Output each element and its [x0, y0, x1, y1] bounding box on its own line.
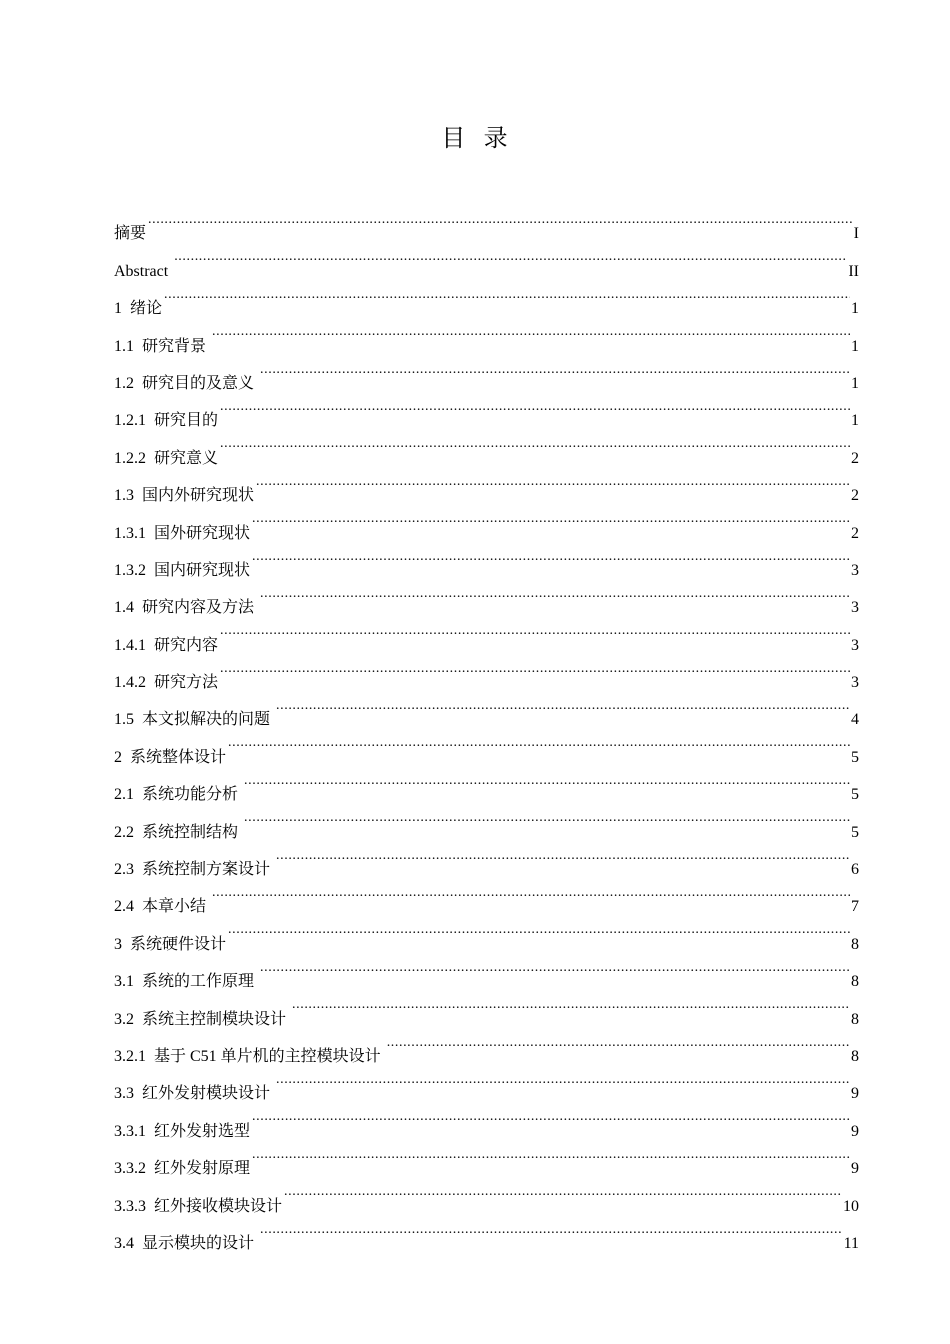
toc-entry[interactable] — [114, 425, 859, 467]
toc-entry-label: 1.2 研究目的及意义 — [114, 374, 259, 392]
toc-dot-leader — [276, 1061, 850, 1098]
toc-entry-page-number: 5 — [851, 823, 859, 841]
toc-entry-label: 2.2 系统控制结构 — [114, 823, 243, 841]
toc-entry-page-number: 11 — [843, 1234, 859, 1252]
toc-entry-page-number: 1 — [851, 412, 859, 430]
toc-entry-label: 2.4 本章小结 — [114, 898, 211, 916]
toc-entry-page-number: 2 — [851, 524, 859, 542]
toc-entry-label: 1.3.2 国内研究现状 — [114, 561, 251, 579]
toc-entry-page-number: 3 — [851, 599, 859, 617]
toc-entry-label: Abstract — [114, 262, 173, 280]
toc-entry-page-number: 10 — [843, 1197, 859, 1215]
toc-entry-page-number: 2 — [851, 449, 859, 467]
toc-dot-leader — [260, 1211, 843, 1248]
toc-entry-page-number: 2 — [851, 487, 859, 505]
toc-entry-page-number: 3 — [851, 636, 859, 654]
toc-dot-leader — [164, 276, 850, 313]
toc-entry-label: 2.1 系统功能分析 — [114, 786, 243, 804]
toc-entry-label: 1.4 研究内容及方法 — [114, 599, 259, 617]
toc-dot-leader — [228, 724, 850, 761]
toc-dot-leader — [220, 388, 850, 425]
toc-entry[interactable] — [114, 201, 859, 243]
toc-entry[interactable] — [114, 650, 859, 692]
toc-dot-leader — [284, 1173, 842, 1210]
toc-entry-page-number: I — [853, 225, 859, 243]
toc-dot-leader — [260, 575, 850, 612]
toc-entry-label: 1 绪论 — [114, 300, 163, 318]
toc-entry-page-number: 6 — [851, 861, 859, 879]
toc-dot-leader — [276, 837, 850, 874]
toc-entry[interactable] — [114, 911, 859, 953]
toc-entry-label: 1.5 本文拟解决的问题 — [114, 711, 275, 729]
toc-dot-leader — [148, 201, 853, 238]
toc-dot-leader — [256, 463, 850, 500]
toc-dot-leader — [244, 762, 850, 799]
toc-entry[interactable] — [114, 238, 859, 280]
toc-entry-page-number: 3 — [851, 674, 859, 692]
toc-entry-label: 1.2.2 研究意义 — [114, 449, 219, 467]
toc-entry-page-number: 5 — [851, 786, 859, 804]
toc-entry[interactable] — [114, 463, 859, 505]
toc-entry-page-number: 7 — [851, 898, 859, 916]
toc-entry-label: 3.2.1 基于 C51 单片机的主控模块设计 — [114, 1047, 385, 1065]
toc-entry-page-number: 1 — [851, 300, 859, 318]
toc-dot-leader — [292, 986, 850, 1023]
toc-entry-page-number: 4 — [851, 711, 859, 729]
toc-entry[interactable] — [114, 351, 859, 392]
toc-entry-label: 2.3 系统控制方案设计 — [114, 861, 275, 879]
toc-entry-page-number: 9 — [851, 1085, 859, 1103]
toc-entry[interactable] — [114, 874, 859, 916]
toc-dot-leader — [260, 949, 850, 986]
toc-entry-label: 1.2.1 研究目的 — [114, 412, 219, 430]
toc-entry-page-number: 1 — [851, 374, 859, 392]
page-title: 目 录 — [441, 124, 509, 152]
toc-entry[interactable] — [114, 276, 859, 318]
toc-dot-leader — [220, 650, 850, 687]
toc-entry-label: 3.3.1 红外发射选型 — [114, 1122, 251, 1140]
toc-entry-label: 1.4.2 研究方法 — [114, 674, 219, 692]
toc-entry-label: 3.3.2 红外发射原理 — [114, 1160, 251, 1178]
table-of-contents — [114, 201, 859, 1252]
toc-dot-leader — [212, 874, 850, 911]
toc-dot-leader — [244, 799, 850, 836]
toc-dot-leader — [174, 238, 847, 275]
toc-entry-page-number: 8 — [851, 973, 859, 991]
toc-entry-page-number: 9 — [851, 1160, 859, 1178]
toc-entry-label: 3.1 系统的工作原理 — [114, 973, 259, 991]
toc-entry[interactable] — [114, 687, 859, 729]
toc-entry[interactable] — [114, 388, 859, 430]
toc-entry-page-number: 9 — [851, 1122, 859, 1140]
toc-dot-leader — [228, 911, 850, 948]
toc-dot-leader — [387, 1024, 850, 1061]
toc-dot-leader — [260, 351, 850, 388]
toc-dot-leader — [252, 500, 850, 537]
toc-entry-label: 1.3.1 国外研究现状 — [114, 524, 251, 542]
toc-entry-label: 3.3.3 红外接收模块设计 — [114, 1197, 283, 1215]
toc-entry[interactable] — [114, 313, 859, 355]
toc-entry-label: 3 系统硬件设计 — [114, 935, 227, 953]
toc-dot-leader — [252, 1098, 850, 1135]
toc-entry-label: 1.1 研究背景 — [114, 337, 211, 355]
toc-entry-page-number: 8 — [851, 935, 859, 953]
toc-dot-leader — [220, 612, 850, 649]
toc-entry-page-number: 3 — [851, 561, 859, 579]
toc-entry-page-number: II — [848, 262, 859, 280]
toc-entry-page-number: 8 — [851, 1010, 859, 1028]
toc-entry-label: 1.4.1 研究内容 — [114, 636, 219, 654]
toc-entry-label: 2 系统整体设计 — [114, 748, 227, 766]
toc-dot-leader — [252, 1136, 850, 1173]
toc-entry[interactable] — [114, 612, 859, 654]
toc-dot-leader — [276, 687, 850, 724]
toc-entry-page-number: 8 — [851, 1047, 859, 1065]
toc-entry-label: 摘要 — [114, 225, 147, 243]
toc-dot-leader — [220, 425, 850, 462]
toc-entry-label: 3.4 显示模块的设计 — [114, 1234, 259, 1252]
toc-entry-label: 3.3 红外发射模块设计 — [114, 1085, 275, 1103]
toc-entry-label: 3.2 系统主控制模块设计 — [114, 1010, 291, 1028]
toc-entry-label: 1.3 国内外研究现状 — [114, 487, 255, 505]
toc-dot-leader — [212, 313, 850, 350]
toc-entry-page-number: 1 — [851, 337, 859, 355]
toc-entry-page-number: 5 — [851, 748, 859, 766]
toc-dot-leader — [252, 538, 850, 575]
